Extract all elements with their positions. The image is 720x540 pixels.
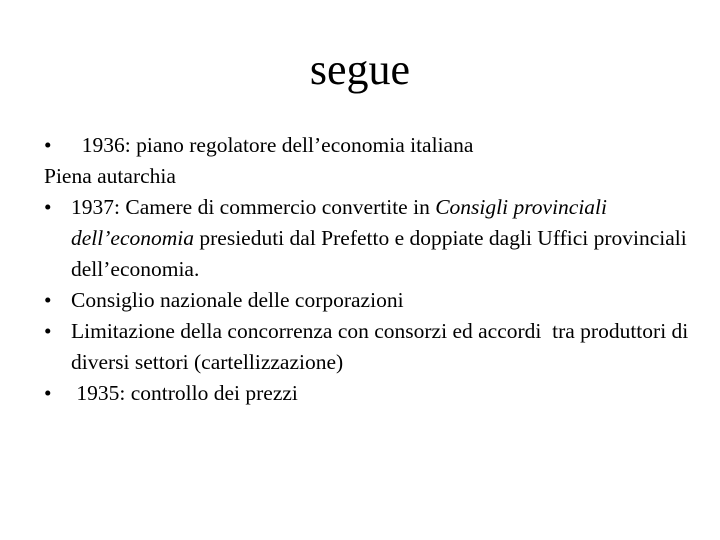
item-text-after: presieduti dal Prefetto e doppiate dagli Uffici provinciali dell’economia. — [71, 226, 687, 281]
bullet-icon: • — [44, 319, 52, 343]
item-text: Piena autarchia — [44, 164, 176, 188]
item-text: Limitazione della concorrenza con consorzi ed accordi tra produttori di diversi settori (cartellizzazione) — [71, 319, 694, 374]
bullet-list — [44, 130, 694, 409]
list-item-consiglio — [44, 285, 694, 316]
item-text: 1935: controllo dei prezzi — [71, 381, 298, 405]
item-text: Consiglio nazionale delle corporazioni — [71, 288, 404, 312]
list-item-autarchia — [44, 161, 694, 192]
list-item-limitazione — [44, 316, 694, 378]
list-item-1937 — [44, 192, 694, 285]
slide-title: segue — [309, 45, 411, 94]
item-text: 1936: piano regolatore dell’economia italiana — [71, 133, 474, 157]
list-item-1935 — [44, 378, 694, 409]
list-item-1936 — [44, 130, 694, 161]
bullet-icon: • — [44, 381, 52, 405]
bullet-icon: • — [44, 195, 52, 219]
item-text-before: 1937: Camere di commercio convertite in — [71, 195, 436, 219]
item-text-italic: Consigli provinciali dell’economia — [71, 195, 608, 250]
bullet-icon: • — [44, 133, 52, 157]
bullet-icon: • — [44, 288, 52, 312]
